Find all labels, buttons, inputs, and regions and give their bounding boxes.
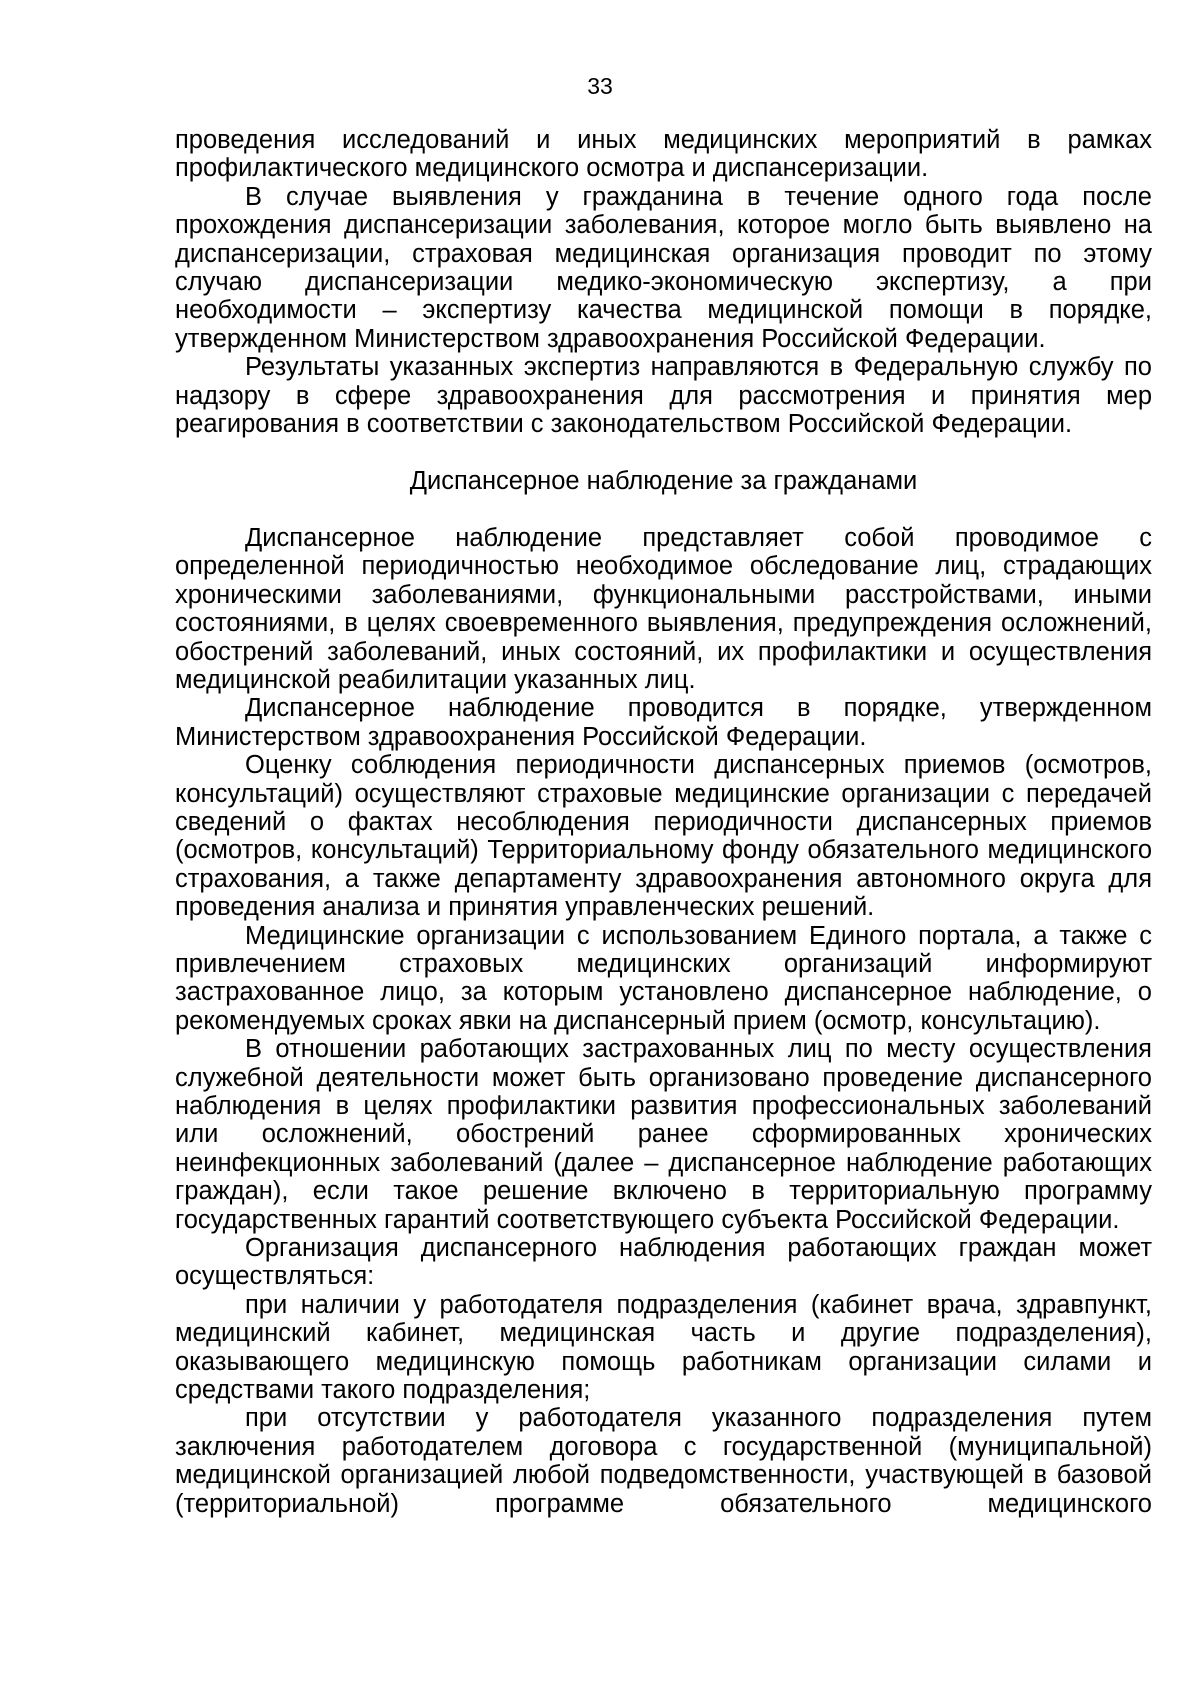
paragraph: Диспансерное наблюдение представляет собой проводимое с определенной периодичностью необходимое обследование лиц, страдающих хроническими заболеваниями, функциональными расстройствами, иными состояниями, в целях своевременного выявления, предупреждения осложнений, обострений заболеваний, иных состояний, их профилактики и осуществления медицинской реабилитации указанных лиц. [175,523,1152,694]
paragraph: Оценку соблюдения периодичности диспансерных приемов (осмотров, консультаций) осуществляют страховые медицинские организации с передачей сведений о фактах несоблюдения периодичности диспансерных приемов (осмотров, консультаций) Территориальному фонду обязательного медицинского страхования, а также департаменту здравоохранения автономного округа для проведения анализа и принятия управленческих решений. [175,751,1152,922]
paragraph: Организация диспансерного наблюдения работающих граждан может осуществляться: [175,1234,1152,1291]
paragraph: Диспансерное наблюдение проводится в порядке, утвержденном Министерством здравоохранения Российской Федерации. [175,694,1152,751]
document-body [175,126,1152,1518]
paragraph: В случае выявления у гражданина в течение одного года после прохождения диспансеризации заболевания, которое могло быть выявлено на диспансеризации, страховая медицинская организация проводит по этому случаю диспансеризации медико-экономическую экспертизу, а при необходимости – экспертизу качества медицинской помощи в порядке, утвержденном Министерством здравоохранения Российской Федерации. [175,182,1152,353]
section-title: Диспансерное наблюдение за гражданами [409,467,918,496]
paragraph: Результаты указанных экспертиз направляются в Федеральную службу по надзору в сфере здравоохранения для рассмотрения и принятия мер реагирования в соответствии с законодательством Российской Федерации. [175,353,1152,439]
paragraph: В отношении работающих застрахованных лиц по месту осуществления служебной деятельности может быть организовано проведение диспансерного наблюдения в целях профилактики развития профессиональных заболеваний или осложнений, обострений ранее сформированных хронических неинфекционных заболеваний (далее – диспансерное наблюдение работающих граждан), если такое решение включено в территориальную программу государственных гарантий соответствующего субъекта Российской Федерации. [175,1035,1152,1234]
paragraph-continuation: проведения исследований и иных медицинских мероприятий в рамках профилактического медицинского осмотра и диспансеризации. [175,126,1152,183]
page-number: 33 [587,73,613,99]
paragraph: Медицинские организации с использованием Единого портала, а также с привлечением страховых медицинских организаций информируют застрахованное лицо, за которым установлено диспансерное наблюдение, о рекомендуемых сроках явки на диспансерный прием (осмотр, консультацию). [175,921,1152,1035]
list-paragraph: при наличии у работодателя подразделения (кабинет врача, здравпункт, медицинский кабинет, медицинская часть и другие подразделения), оказывающего медицинскую помощь работникам организации силами и средствами такого подразделения; [175,1290,1152,1405]
list-paragraph: при отсутствии у работодателя указанного подразделения путем заключения работодателем договора с государственной (муниципальной) медицинской организацией любой подведомственности, участвующей в базовой (территориальной) программе обязательного медицинского [175,1404,1152,1518]
